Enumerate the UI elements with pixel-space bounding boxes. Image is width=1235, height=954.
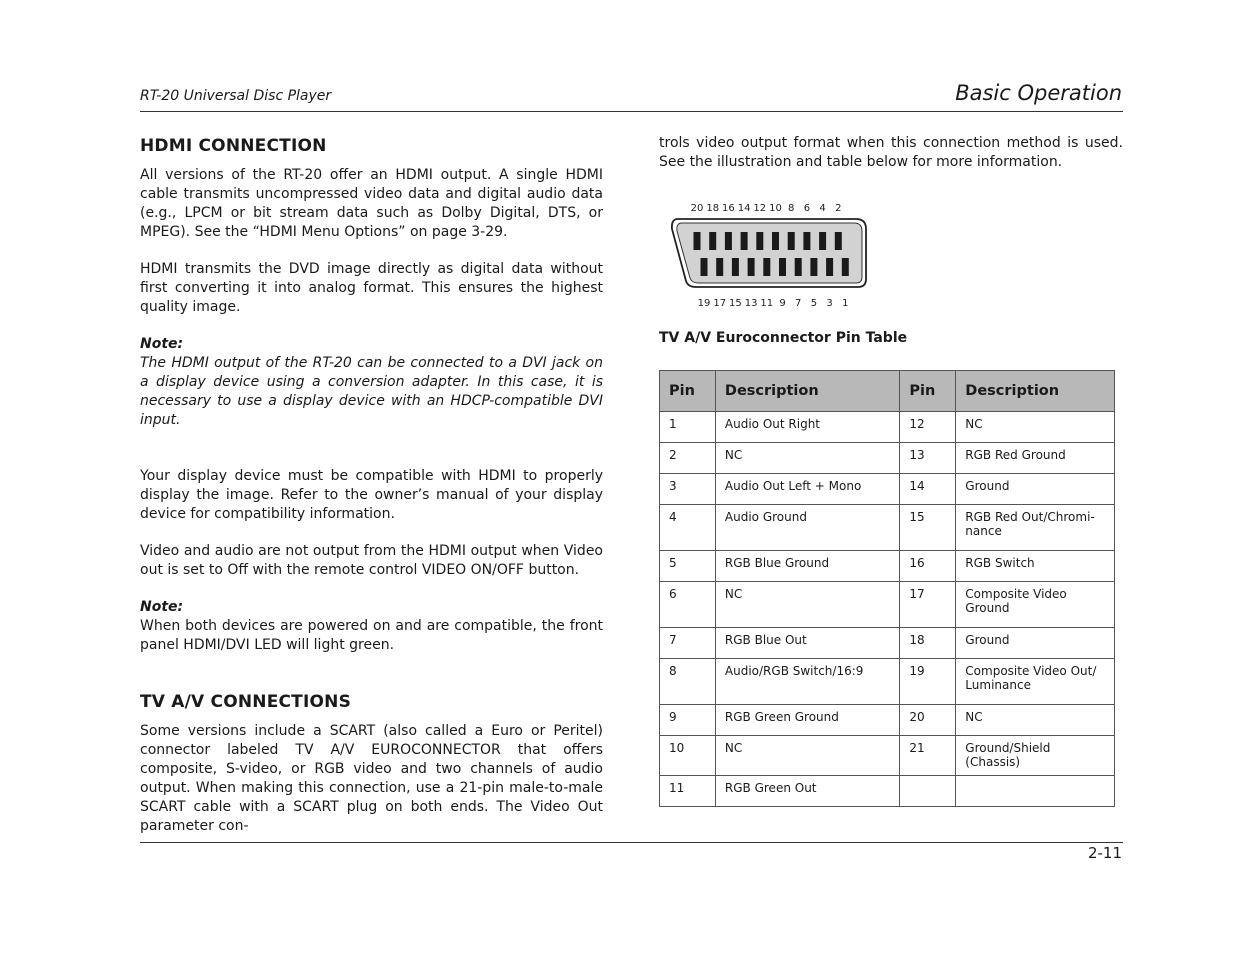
pin-description-cell: Audio Out Right xyxy=(715,412,899,443)
pin-label: 3 xyxy=(826,298,833,309)
pin-label: 4 xyxy=(819,203,826,214)
table-row xyxy=(660,505,1115,551)
table-row xyxy=(660,412,1115,443)
section-title: Basic Operation xyxy=(955,81,1122,105)
pin-label: 10 xyxy=(769,203,782,214)
pin-label: 19 xyxy=(697,298,711,309)
pin-description-cell: NC xyxy=(715,736,899,776)
pin-label: 6 xyxy=(803,203,811,214)
hdmi-paragraph-3: Your display device must be compatible with HDMI to properly display the image. Refer to the owner’s manual of your display device for compatibility information. xyxy=(140,468,603,522)
pin-label: 5 xyxy=(810,298,818,309)
table-row xyxy=(660,776,1115,807)
hdmi-paragraph-1: All versions of the RT-20 offer an HDMI output. A single HDMI cable transmits uncompressed video data and digital audio data (e.g., LPCM or bit stream data such as Dolby Digital, DTS, or MPEG). See the “HDMI Menu Options” on page 3-29. xyxy=(140,167,603,240)
pin-description-cell: NC xyxy=(715,582,899,628)
pin-description-cell: Ground xyxy=(956,628,1115,659)
pin-description-cell: Audio/RGB Switch/16:9 xyxy=(715,659,899,705)
euroconnector-pin-table xyxy=(659,370,1115,807)
scart-connector-svg xyxy=(660,195,880,313)
pin-description-cell: Audio Ground xyxy=(715,505,899,551)
pin-number-cell xyxy=(900,776,956,807)
connector-pin xyxy=(788,232,795,250)
pin-label: 9 xyxy=(779,298,786,309)
pin-number-cell: 19 xyxy=(900,659,956,705)
pin-description-cell: RGB Blue Ground xyxy=(715,551,899,582)
pin-description-cell: Audio Out Left + Mono xyxy=(715,474,899,505)
footer-divider xyxy=(140,842,1123,843)
note-1-label: Note: xyxy=(140,336,184,352)
left-column xyxy=(140,134,603,836)
column-header: Pin xyxy=(660,371,716,412)
column-header: Description xyxy=(715,371,899,412)
pin-label: 14 xyxy=(737,203,751,214)
pin-number-cell: 1 xyxy=(660,412,716,443)
continued-paragraph: trols video output format when this connection method is used. See the illustration and table below for more information. xyxy=(659,135,1123,170)
table-row xyxy=(660,474,1115,505)
pin-number-cell: 18 xyxy=(900,628,956,659)
pin-description-cell: NC xyxy=(956,412,1115,443)
pin-number-cell: 3 xyxy=(660,474,716,505)
table-row xyxy=(660,551,1115,582)
table-row xyxy=(660,443,1115,474)
pin-label: 15 xyxy=(729,298,742,309)
connector-pin xyxy=(795,258,802,276)
connector-pin xyxy=(756,232,763,250)
tv-av-paragraph: Some versions include a SCART (also called a Euro or Peritel) connector labeled TV A/V EUROCONNECTOR that offers composite, S-video, or RGB video and two channels of audio output. When making this connection, use a 21-pin male-to-male SCART cable with a SCART plug on both ends. The Video Out parameter con- xyxy=(140,723,603,834)
pin-label: 18 xyxy=(706,203,720,214)
table-row xyxy=(660,628,1115,659)
pin-number-cell: 10 xyxy=(660,736,716,776)
pin-description-cell: Ground xyxy=(956,474,1115,505)
pin-number-cell: 8 xyxy=(660,659,716,705)
pin-table-body xyxy=(660,412,1115,807)
connector-pin xyxy=(842,258,849,276)
note-2-text: When both devices are powered on and are compatible, the front panel HDMI/DVI LED will light green. xyxy=(140,618,603,653)
column-header: Pin xyxy=(900,371,956,412)
connector-top-labels xyxy=(691,203,842,214)
pin-label: 20 xyxy=(690,203,704,214)
pin-label: 7 xyxy=(795,298,802,309)
table-row xyxy=(660,705,1115,736)
connector-pin xyxy=(803,232,810,250)
pin-description-cell: Composite Video Out/ Luminance xyxy=(956,659,1115,705)
pin-description-cell: Composite Video Ground xyxy=(956,582,1115,628)
pin-label: 16 xyxy=(722,203,735,214)
scart-connector-diagram xyxy=(660,195,880,313)
table-row xyxy=(660,582,1115,628)
pin-description-cell: RGB Blue Out xyxy=(715,628,899,659)
pin-description-cell: NC xyxy=(715,443,899,474)
pin-number-cell: 13 xyxy=(900,443,956,474)
pin-number-cell: 14 xyxy=(900,474,956,505)
pin-description-cell: RGB Green Ground xyxy=(715,705,899,736)
hdmi-paragraph-4: Video and audio are not output from the HDMI output when Video out is set to Off with the remote control VIDEO ON/OFF button. xyxy=(140,543,603,578)
pin-number-cell: 4 xyxy=(660,505,716,551)
connector-pin xyxy=(810,258,817,276)
page-number: 2-11 xyxy=(1087,844,1122,862)
connector-pin xyxy=(748,258,755,276)
pin-number-cell: 7 xyxy=(660,628,716,659)
pin-number-cell: 20 xyxy=(900,705,956,736)
connector-pin xyxy=(716,258,723,276)
connector-pin xyxy=(835,232,842,250)
pin-number-cell: 15 xyxy=(900,505,956,551)
column-header: Description xyxy=(956,371,1115,412)
table-row xyxy=(660,659,1115,705)
connector-pin xyxy=(826,258,833,276)
pin-description-cell: NC xyxy=(956,705,1115,736)
pin-number-cell: 16 xyxy=(900,551,956,582)
connector-pin xyxy=(779,258,786,276)
pin-number-cell: 6 xyxy=(660,582,716,628)
pin-label: 11 xyxy=(760,298,774,309)
connector-pin xyxy=(709,232,716,250)
pin-description-cell: RGB Red Ground xyxy=(956,443,1115,474)
connector-pin xyxy=(701,258,708,276)
connector-pin xyxy=(732,258,739,276)
pin-number-cell: 21 xyxy=(900,736,956,776)
pin-label: 8 xyxy=(788,203,795,214)
pin-label: 1 xyxy=(842,298,849,309)
pin-table-caption: TV A/V Euroconnector Pin Table xyxy=(659,330,908,346)
pin-number-cell: 12 xyxy=(900,412,956,443)
pin-description-cell: RGB Switch xyxy=(956,551,1115,582)
note-2-label: Note: xyxy=(140,599,184,615)
pin-number-cell: 17 xyxy=(900,582,956,628)
pin-label: 2 xyxy=(835,203,842,214)
pin-description-cell xyxy=(956,776,1115,807)
pin-description-cell: RGB Green Out xyxy=(715,776,899,807)
pin-number-cell: 5 xyxy=(660,551,716,582)
pin-number-cell: 9 xyxy=(660,705,716,736)
note-1-text: The HDMI output of the RT-20 can be connected to a DVI jack on a display device using a conversion adapter. In this case, it is necessary to use a display device with an HDCP-compatible DVI input. xyxy=(140,355,603,428)
connector-pin xyxy=(741,232,748,250)
connector-bottom-labels xyxy=(698,298,849,309)
connector-pin xyxy=(772,232,779,250)
table-header-row xyxy=(660,371,1115,412)
pin-description-cell: RGB Red Out/Chromi-nance xyxy=(956,505,1115,551)
hdmi-paragraph-2: HDMI transmits the DVD image directly as digital data without first converting it into analog format. This ensures the highest quality image. xyxy=(140,261,603,315)
connector-pin xyxy=(763,258,770,276)
hdmi-connection-heading: HDMI CONNECTION xyxy=(140,136,327,156)
header-divider xyxy=(140,111,1123,112)
pin-number-cell: 11 xyxy=(660,776,716,807)
pin-number-cell: 2 xyxy=(660,443,716,474)
table-row xyxy=(660,736,1115,776)
pin-label: 17 xyxy=(713,298,727,309)
connector-pin xyxy=(819,232,826,250)
connector-pin xyxy=(694,232,701,250)
connector-pin xyxy=(725,232,732,250)
document-title: RT-20 Universal Disc Player xyxy=(140,88,332,104)
pin-label: 12 xyxy=(753,203,767,214)
tv-av-connections-heading: TV A/V CONNECTIONS xyxy=(140,692,352,712)
right-column xyxy=(659,134,1123,172)
pin-label: 13 xyxy=(744,298,758,309)
pin-description-cell: Ground/Shield (Chassis) xyxy=(956,736,1115,776)
